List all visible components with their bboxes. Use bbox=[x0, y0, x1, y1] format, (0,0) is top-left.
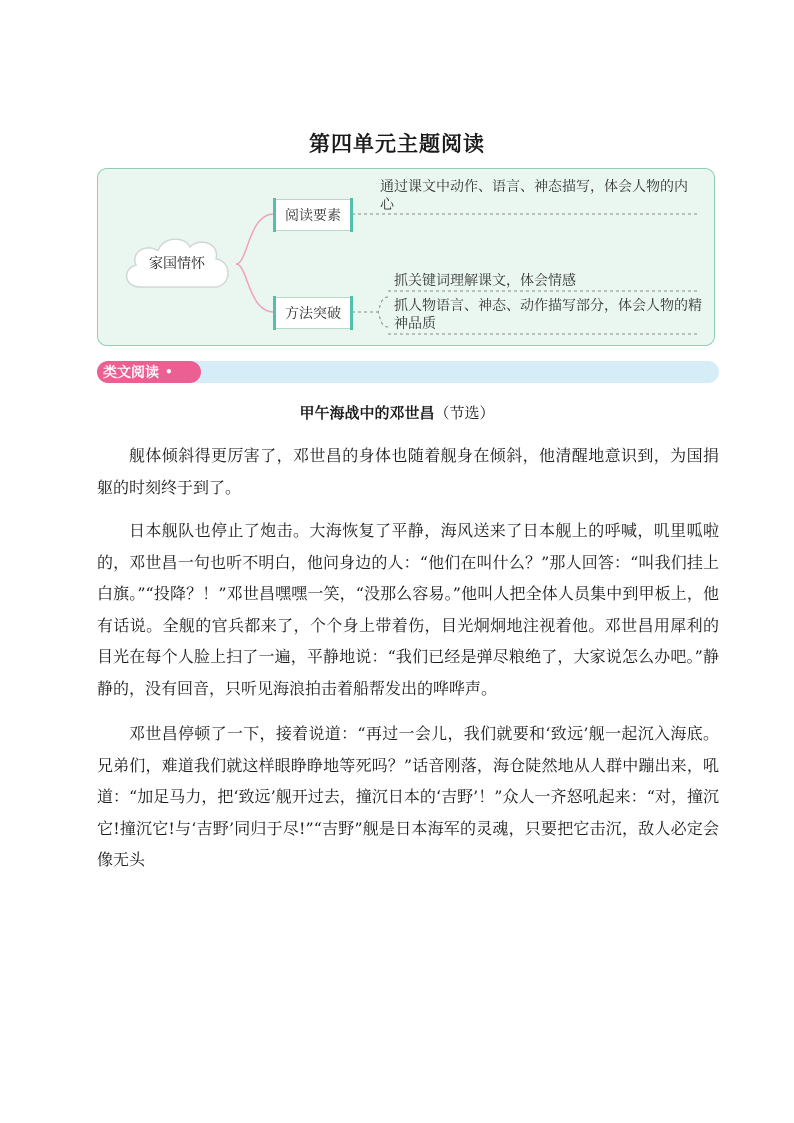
article-title-text: 甲午海战中的邓世昌 bbox=[299, 404, 435, 422]
section-label: 类文阅读 bbox=[103, 365, 159, 381]
page-title: 第四单元主题阅读 bbox=[309, 132, 485, 156]
mind-map-node-method: 方法突破 bbox=[274, 297, 352, 329]
paragraph: 舰体倾斜得更厉害了，邓世昌的身体也随着舰身在倾斜，他清醒地意识到，为国捐躯的时刻终于到了。 bbox=[97, 446, 719, 497]
section-bar bbox=[97, 361, 719, 383]
mind-map-root: 家国情怀 bbox=[149, 256, 205, 272]
paragraph: 日本舰队也停止了炮击。大海恢复了平静，海风送来了日本舰上的呼喊，叽里呱啦的，邓世昌一句也听不明白，他问身边的人：“他们在叫什么？”那人回答：“叫我们挂上白旗。”“投降？！”邓世昌嘿嘿一笑，“没那么容易。”他叫人把全体人员集中到甲板上，他有话说。全舰的官兵都来了，个个身上带着伤，目光炯炯地注视着他。邓世昌用犀利的目光在每个人脸上扫了一遍，平静地说：“我们已经是弹尽粮绝了，大家说怎么办吧。”静静的，没有回音，只听见海浪拍击着船帮发出的哗哗声。 bbox=[97, 521, 719, 698]
mind-map-leaf: 抓人物语言、神态、动作描写部分，体会人物的精神品质 bbox=[394, 298, 702, 332]
mind-map-leaf: 抓关键词理解课文，体会情感 bbox=[394, 273, 576, 289]
mind-map-node-reading-elements: 阅读要素 bbox=[274, 199, 352, 231]
article-subtitle: （节选） bbox=[434, 404, 495, 422]
mind-map-leaf: 通过课文中动作、语言、神态描写，体会人物的内心 bbox=[380, 179, 688, 213]
section-dot-icon: • bbox=[165, 365, 173, 379]
mind-map bbox=[97, 168, 715, 346]
section-tab bbox=[97, 361, 201, 383]
article-body bbox=[97, 440, 719, 888]
article-title bbox=[0, 402, 794, 423]
paragraph: 邓世昌停顿了一下，接着说道：“再过一会儿，我们就要和‘致远’舰一起沉入海底。兄弟们，难道我们就这样眼睁睁地等死吗？”话音刚落，海仓陡然地从人群中蹦出来，吼道：“加足马力，把‘致远’舰开过去，撞沉日本的‘吉野’！”众人一齐怒吼起来：“对，撞沉它!撞沉它!与‘吉野’同归于尽!”“吉野”舰是日本海军的灵魂，只要把它击沉，敌人必定会像无头 bbox=[97, 724, 719, 869]
